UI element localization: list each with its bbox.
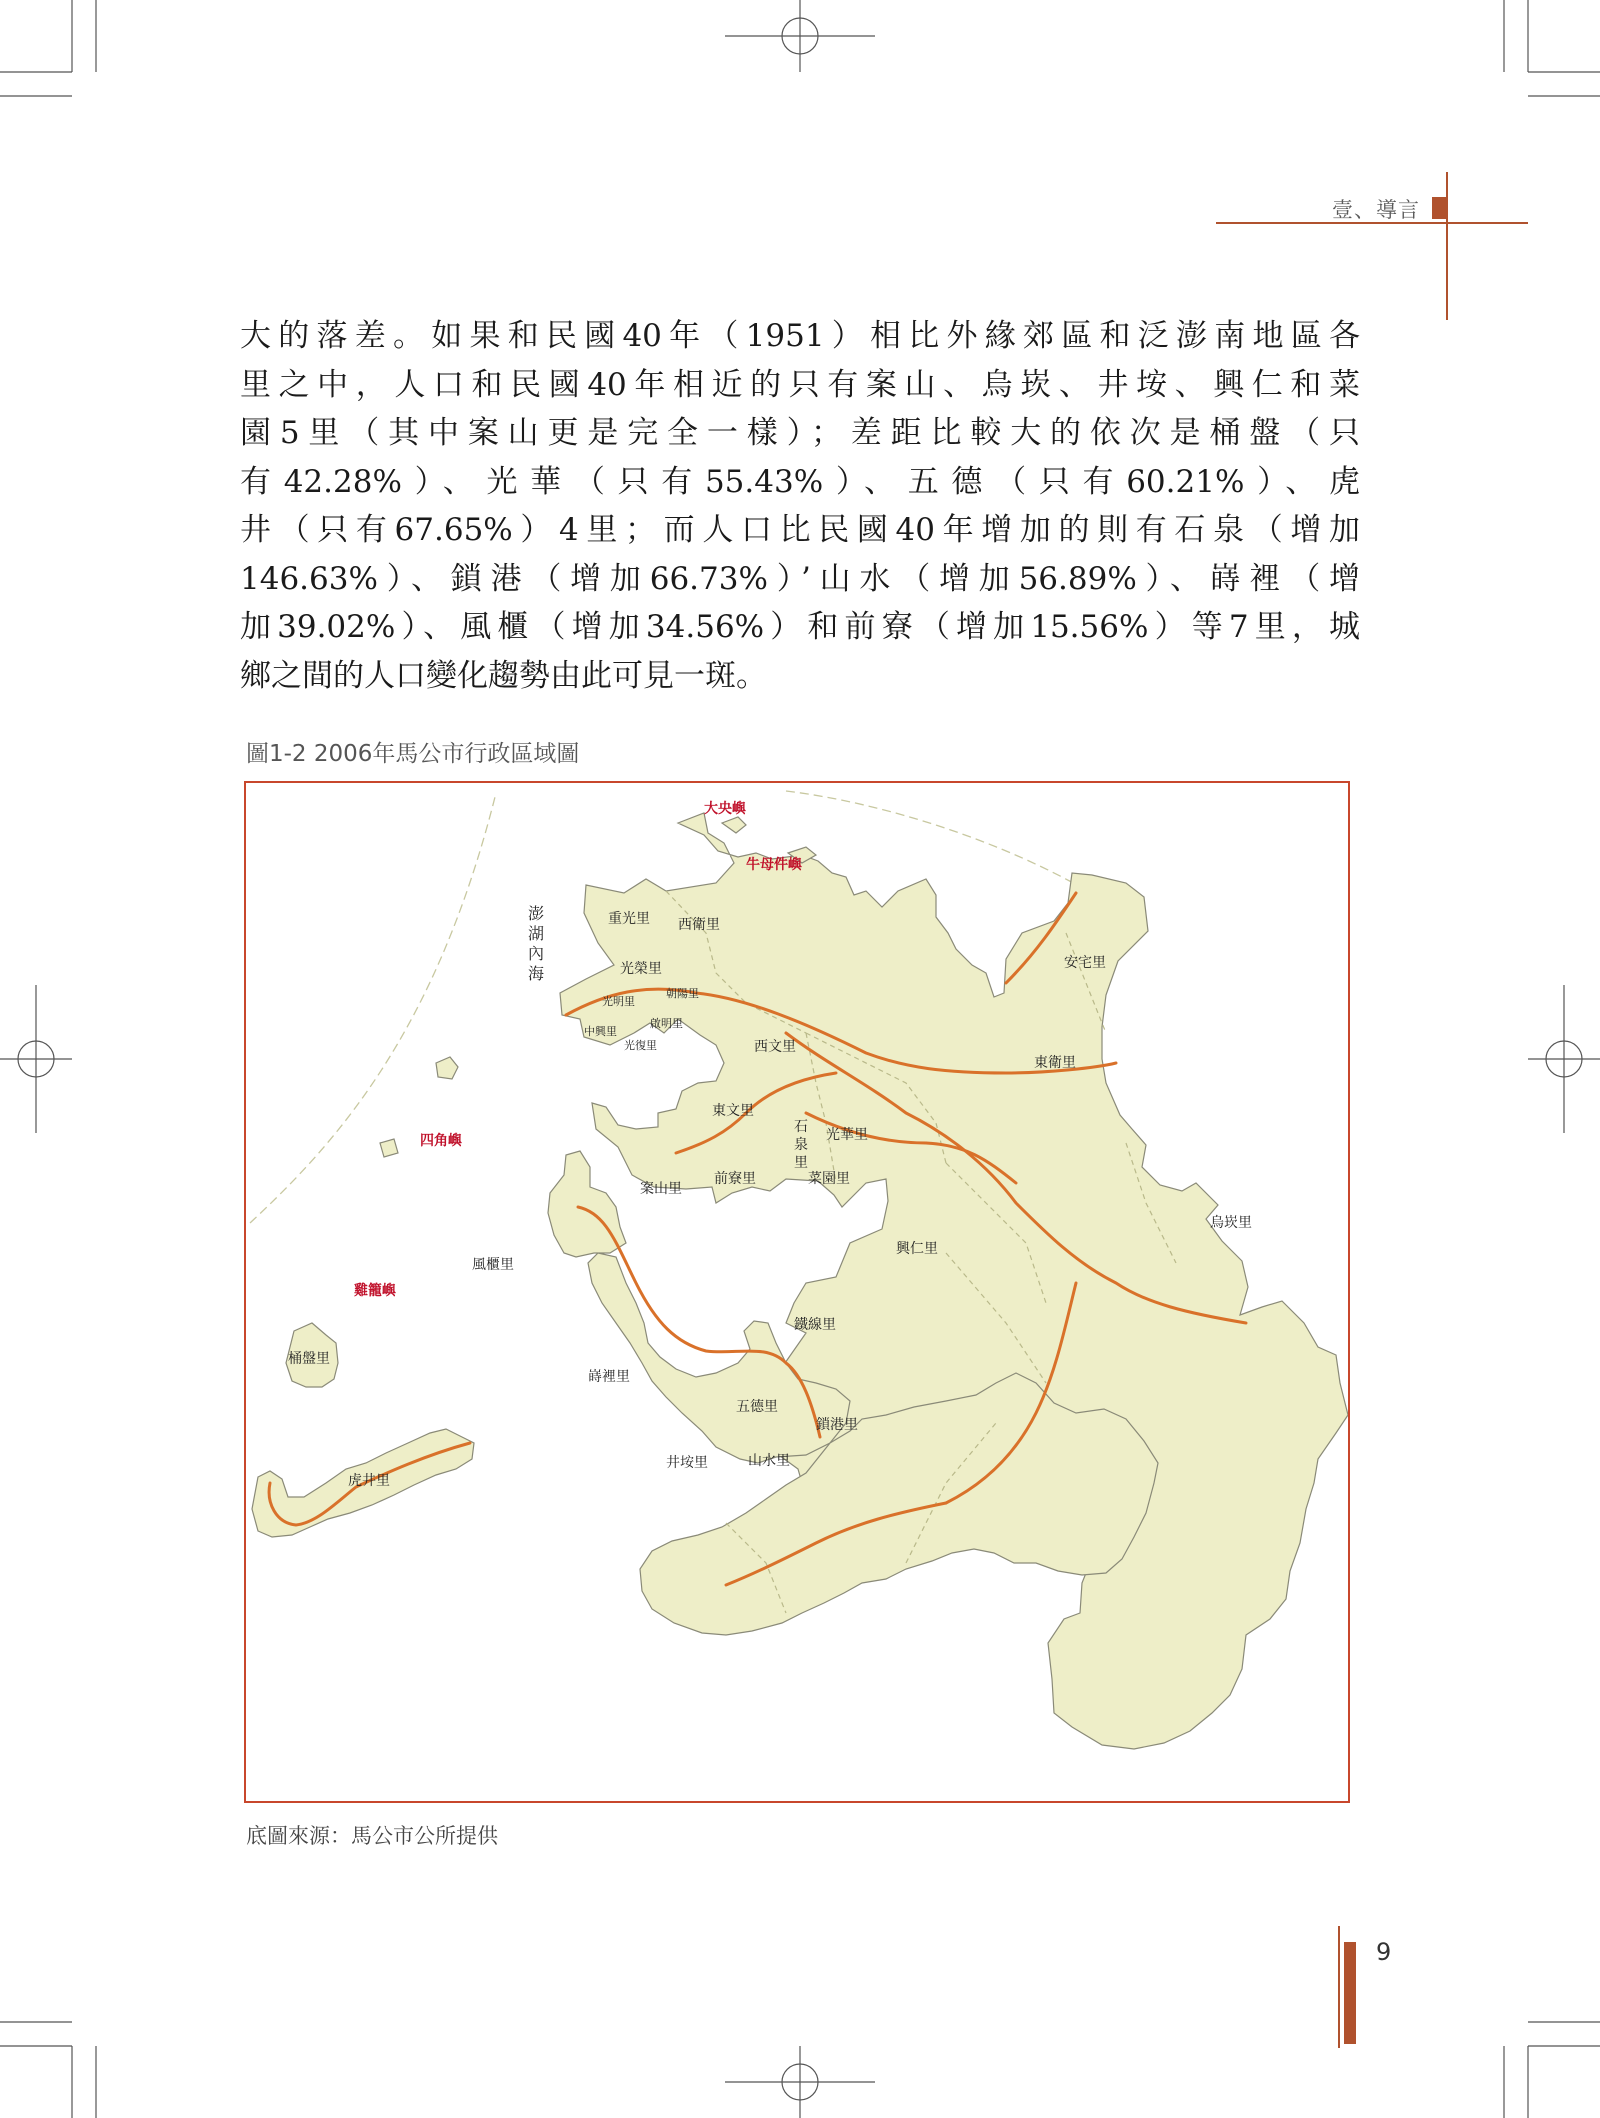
map-label-village: 朝陽里 — [666, 987, 699, 1000]
map-label-village: 西衛里 — [678, 917, 720, 933]
map-figure — [244, 781, 1350, 1803]
map-label-village: 菜園里 — [808, 1171, 850, 1187]
body-line: 鄉之間的人口變化趨勢由此可見一斑。 — [240, 657, 767, 694]
map-label-village: 光華里 — [826, 1127, 868, 1143]
map-label-village: 前寮里 — [714, 1171, 756, 1187]
map-label-sea-char: 內 — [528, 944, 545, 963]
map-label-village: 石 — [794, 1119, 808, 1135]
map-label-village: 重光里 — [608, 911, 650, 927]
map-label-village: 鎖港里 — [816, 1417, 858, 1433]
map-label-sea-char: 澎 — [528, 904, 545, 923]
map-label-islet: 牛母件嶼 — [746, 857, 802, 873]
header-vertical-rule — [1446, 172, 1448, 320]
islet-sijiao — [436, 1057, 458, 1079]
map-label-village: 安宅里 — [1064, 955, 1106, 971]
map-label-village: 光榮里 — [620, 961, 662, 977]
map-label-village: 風櫃里 — [472, 1257, 514, 1273]
header-rule — [1216, 222, 1528, 224]
map-label-sea-char: 湖 — [528, 924, 545, 943]
body-line: 加39.02%）、風櫃（增加34.56%）和前寮（增加15.56%）等7里，城 — [240, 609, 1360, 645]
map-label-village: 光復里 — [624, 1039, 657, 1052]
map-label-village: 光明里 — [602, 995, 635, 1008]
figure-caption: 圖1-2 2006年馬公市行政區域圖 — [246, 741, 580, 767]
map-label-village: 案山里 — [640, 1181, 682, 1197]
sea-boundary-line — [250, 793, 496, 1223]
map-label-islet: 四角嶼 — [420, 1133, 462, 1149]
body-line: 有42.28%）、光華（只有55.43%）、五德（只有60.21%）、虎 — [240, 463, 1360, 500]
body-line: 井（只有67.65%）4里；而人口比民國40年增加的則有石泉（增加 — [240, 512, 1360, 548]
map-label-village: 鐵線里 — [794, 1317, 836, 1333]
map-label-islet: 大央嶼 — [704, 801, 746, 817]
islet-jilong — [380, 1139, 398, 1157]
body-line: 園5里（其中案山更是完全一樣）；差距比較大的依次是桶盤（只 — [240, 415, 1360, 451]
map-label-village: 興仁里 — [896, 1241, 938, 1257]
map-label-village: 嵵裡里 — [588, 1369, 630, 1385]
map-label-sea-char: 海 — [528, 964, 545, 983]
map-label-village: 啟明里 — [650, 1017, 683, 1030]
map-label-village: 井垵里 — [666, 1455, 708, 1471]
map-label-village: 烏崁里 — [1210, 1215, 1252, 1231]
map-label-village: 東文里 — [712, 1103, 754, 1119]
running-header-title: 壹、導言 — [1332, 198, 1420, 222]
map-label-village: 泉 — [794, 1137, 808, 1153]
body-line: 里之中，人口和民國40年相近的只有案山、烏崁、井垵、興仁和菜 — [240, 366, 1360, 403]
map-label-village: 桶盤里 — [288, 1351, 330, 1367]
map-label-village: 山水里 — [748, 1453, 790, 1469]
figure-source-note: 底圖來源：馬公市公所提供 — [246, 1824, 498, 1848]
map-label-sea — [528, 904, 544, 983]
page-number-bar — [1344, 1942, 1356, 2044]
map-label-village: 東衛里 — [1034, 1055, 1076, 1071]
map-label-village: 中興里 — [584, 1025, 617, 1038]
map-label-islet: 雞籠嶼 — [354, 1283, 396, 1299]
map-label-village: 里 — [794, 1155, 808, 1171]
map-label-village: 西文里 — [754, 1039, 796, 1055]
map-label-village: 虎井里 — [348, 1473, 390, 1489]
body-line: 大的落差。如果和民國40年（1951）相比外緣郊區和泛澎南地區各 — [240, 318, 1360, 354]
map-label-village: 五德里 — [736, 1399, 778, 1415]
body-line: 146.63%）、鎖港（增加66.73%）’山水（增加56.89%）、嵵裡（增 — [240, 560, 1360, 597]
islet-dayang — [722, 817, 746, 833]
map-svg — [246, 783, 1348, 1801]
body-paragraph — [240, 312, 1360, 700]
page-number: 9 — [1376, 1938, 1392, 1966]
page-number-rule — [1338, 1926, 1340, 2048]
